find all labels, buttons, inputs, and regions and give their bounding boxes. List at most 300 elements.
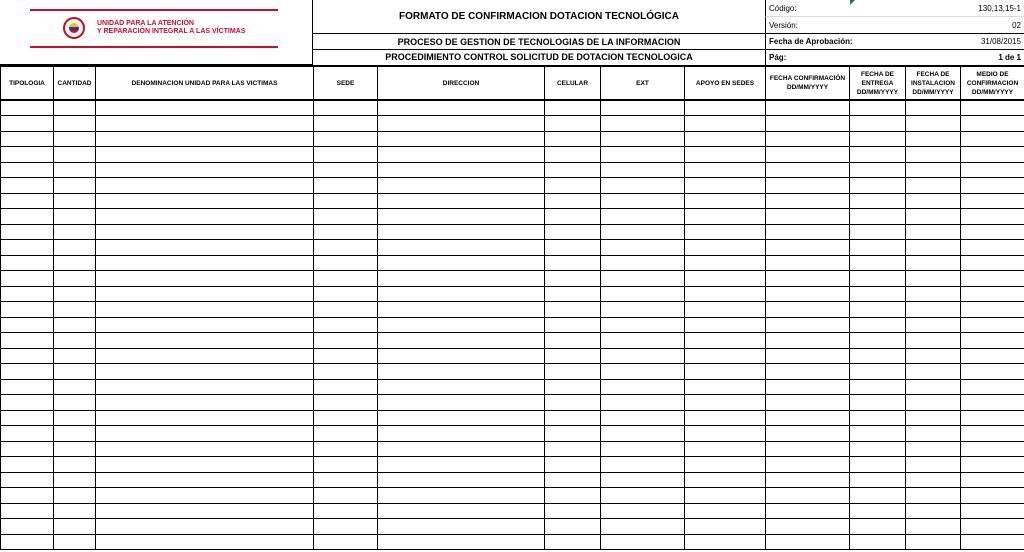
table-cell[interactable]	[601, 286, 685, 302]
table-cell[interactable]	[314, 410, 378, 426]
table-cell[interactable]	[54, 441, 96, 457]
table-cell[interactable]	[601, 395, 685, 411]
table-cell[interactable]	[850, 534, 906, 550]
table-cell[interactable]	[96, 457, 314, 473]
table-cell[interactable]	[1, 503, 54, 519]
table-cell[interactable]	[54, 534, 96, 550]
table-cell[interactable]	[906, 209, 961, 225]
table-cell[interactable]	[96, 472, 314, 488]
col-medio-confirmacion[interactable]	[961, 66, 1024, 100]
table-cell[interactable]	[685, 162, 766, 178]
table-cell[interactable]	[54, 100, 96, 116]
table-cell[interactable]	[1, 534, 54, 550]
table-cell[interactable]	[906, 364, 961, 380]
table-cell[interactable]	[545, 271, 601, 287]
table-cell[interactable]	[906, 503, 961, 519]
table-cell[interactable]	[1, 240, 54, 256]
table-cell[interactable]	[96, 364, 314, 380]
table-cell[interactable]	[545, 379, 601, 395]
table-cell[interactable]	[850, 395, 906, 411]
table-cell[interactable]	[961, 503, 1024, 519]
table-cell[interactable]	[766, 178, 850, 194]
table-cell[interactable]	[601, 441, 685, 457]
table-cell[interactable]	[906, 426, 961, 442]
table-cell[interactable]	[766, 472, 850, 488]
table-cell[interactable]	[850, 255, 906, 271]
table-cell[interactable]	[378, 364, 545, 380]
table-cell[interactable]	[378, 131, 545, 147]
table-cell[interactable]	[766, 116, 850, 132]
table-cell[interactable]	[54, 224, 96, 240]
table-cell[interactable]	[378, 286, 545, 302]
table-cell[interactable]	[766, 379, 850, 395]
table-cell[interactable]	[601, 302, 685, 318]
table-cell[interactable]	[906, 193, 961, 209]
table-cell[interactable]	[906, 395, 961, 411]
table-cell[interactable]	[906, 302, 961, 318]
table-cell[interactable]	[545, 410, 601, 426]
table-cell[interactable]	[601, 255, 685, 271]
table-cell[interactable]	[766, 162, 850, 178]
table-cell[interactable]	[96, 488, 314, 504]
table-cell[interactable]	[1, 255, 54, 271]
table-cell[interactable]	[1, 131, 54, 147]
table-cell[interactable]	[601, 100, 685, 116]
table-cell[interactable]	[378, 240, 545, 256]
table-cell[interactable]	[961, 100, 1024, 116]
table-cell[interactable]	[54, 240, 96, 256]
table-cell[interactable]	[314, 333, 378, 349]
table-cell[interactable]	[54, 317, 96, 333]
table-cell[interactable]	[96, 426, 314, 442]
table-cell[interactable]	[766, 410, 850, 426]
table-cell[interactable]	[545, 240, 601, 256]
table-cell[interactable]	[54, 162, 96, 178]
table-cell[interactable]	[96, 255, 314, 271]
table-cell[interactable]	[314, 131, 378, 147]
table-cell[interactable]	[314, 286, 378, 302]
table-cell[interactable]	[601, 364, 685, 380]
table-cell[interactable]	[766, 348, 850, 364]
table-cell[interactable]	[96, 302, 314, 318]
table-cell[interactable]	[766, 534, 850, 550]
table-cell[interactable]	[766, 395, 850, 411]
table-cell[interactable]	[850, 131, 906, 147]
table-cell[interactable]	[96, 348, 314, 364]
table-cell[interactable]	[545, 364, 601, 380]
table-cell[interactable]	[906, 333, 961, 349]
table-cell[interactable]	[378, 457, 545, 473]
table-cell[interactable]	[314, 364, 378, 380]
table-cell[interactable]	[766, 271, 850, 287]
col-fecha-instalacion[interactable]	[906, 66, 961, 100]
table-cell[interactable]	[545, 457, 601, 473]
table-cell[interactable]	[545, 503, 601, 519]
table-cell[interactable]	[961, 131, 1024, 147]
table-cell[interactable]	[314, 240, 378, 256]
table-cell[interactable]	[378, 472, 545, 488]
table-cell[interactable]	[601, 472, 685, 488]
table-cell[interactable]	[545, 426, 601, 442]
table-cell[interactable]	[378, 503, 545, 519]
table-cell[interactable]	[314, 162, 378, 178]
table-cell[interactable]	[906, 317, 961, 333]
table-cell[interactable]	[545, 286, 601, 302]
table-cell[interactable]	[685, 426, 766, 442]
table-cell[interactable]	[961, 240, 1024, 256]
table-cell[interactable]	[54, 286, 96, 302]
table-cell[interactable]	[906, 116, 961, 132]
table-cell[interactable]	[601, 426, 685, 442]
table-cell[interactable]	[766, 457, 850, 473]
table-cell[interactable]	[601, 116, 685, 132]
table-cell[interactable]	[906, 224, 961, 240]
table-cell[interactable]	[545, 116, 601, 132]
table-cell[interactable]	[1, 147, 54, 163]
table-cell[interactable]	[314, 472, 378, 488]
table-cell[interactable]	[766, 364, 850, 380]
table-cell[interactable]	[54, 178, 96, 194]
table-cell[interactable]	[850, 410, 906, 426]
table-cell[interactable]	[685, 348, 766, 364]
table-cell[interactable]	[906, 410, 961, 426]
table-cell[interactable]	[850, 302, 906, 318]
table-cell[interactable]	[1, 410, 54, 426]
table-cell[interactable]	[766, 209, 850, 225]
table-cell[interactable]	[96, 224, 314, 240]
table-cell[interactable]	[54, 410, 96, 426]
table-cell[interactable]	[314, 302, 378, 318]
table-cell[interactable]	[766, 240, 850, 256]
table-cell[interactable]	[961, 519, 1024, 535]
table-cell[interactable]	[906, 488, 961, 504]
table-cell[interactable]	[1, 224, 54, 240]
table-cell[interactable]	[906, 441, 961, 457]
table-cell[interactable]	[961, 178, 1024, 194]
table-cell[interactable]	[685, 178, 766, 194]
col-sede[interactable]	[314, 66, 378, 100]
table-cell[interactable]	[961, 472, 1024, 488]
table-cell[interactable]	[545, 488, 601, 504]
table-cell[interactable]	[850, 441, 906, 457]
table-cell[interactable]	[961, 488, 1024, 504]
table-cell[interactable]	[906, 271, 961, 287]
table-cell[interactable]	[314, 147, 378, 163]
table-cell[interactable]	[766, 519, 850, 535]
table-cell[interactable]	[601, 271, 685, 287]
table-cell[interactable]	[314, 178, 378, 194]
table-cell[interactable]	[314, 534, 378, 550]
table-cell[interactable]	[906, 147, 961, 163]
table-cell[interactable]	[378, 379, 545, 395]
table-cell[interactable]	[96, 271, 314, 287]
table-cell[interactable]	[601, 519, 685, 535]
table-cell[interactable]	[378, 395, 545, 411]
table-cell[interactable]	[766, 441, 850, 457]
table-cell[interactable]	[96, 395, 314, 411]
col-fecha-entrega[interactable]	[850, 66, 906, 100]
table-cell[interactable]	[378, 488, 545, 504]
table-cell[interactable]	[1, 395, 54, 411]
table-cell[interactable]	[96, 503, 314, 519]
table-cell[interactable]	[685, 271, 766, 287]
table-cell[interactable]	[850, 178, 906, 194]
table-cell[interactable]	[685, 240, 766, 256]
table-cell[interactable]	[685, 286, 766, 302]
table-cell[interactable]	[961, 534, 1024, 550]
table-cell[interactable]	[1, 100, 54, 116]
table-cell[interactable]	[906, 534, 961, 550]
meta-codigo[interactable]	[765, 0, 1024, 17]
table-cell[interactable]	[314, 100, 378, 116]
table-cell[interactable]	[96, 147, 314, 163]
col-tipologia[interactable]	[1, 66, 54, 100]
table-cell[interactable]	[961, 379, 1024, 395]
table-cell[interactable]	[96, 317, 314, 333]
table-cell[interactable]	[54, 503, 96, 519]
table-cell[interactable]	[545, 178, 601, 194]
table-cell[interactable]	[314, 193, 378, 209]
table-cell[interactable]	[601, 348, 685, 364]
table-cell[interactable]	[54, 426, 96, 442]
table-cell[interactable]	[545, 224, 601, 240]
table-cell[interactable]	[1, 379, 54, 395]
table-cell[interactable]	[906, 131, 961, 147]
table-cell[interactable]	[545, 255, 601, 271]
table-cell[interactable]	[54, 472, 96, 488]
table-cell[interactable]	[378, 410, 545, 426]
table-cell[interactable]	[766, 302, 850, 318]
table-cell[interactable]	[96, 410, 314, 426]
table-cell[interactable]	[378, 147, 545, 163]
table-cell[interactable]	[1, 441, 54, 457]
table-cell[interactable]	[54, 255, 96, 271]
table-cell[interactable]	[54, 147, 96, 163]
table-cell[interactable]	[314, 519, 378, 535]
table-cell[interactable]	[54, 193, 96, 209]
table-cell[interactable]	[96, 333, 314, 349]
table-cell[interactable]	[378, 333, 545, 349]
table-cell[interactable]	[850, 224, 906, 240]
table-cell[interactable]	[601, 457, 685, 473]
table-cell[interactable]	[314, 224, 378, 240]
table-cell[interactable]	[906, 472, 961, 488]
table-cell[interactable]	[96, 178, 314, 194]
table-cell[interactable]	[54, 348, 96, 364]
table-cell[interactable]	[850, 100, 906, 116]
table-cell[interactable]	[766, 426, 850, 442]
table-cell[interactable]	[314, 503, 378, 519]
table-cell[interactable]	[378, 116, 545, 132]
table-cell[interactable]	[906, 178, 961, 194]
col-apoyo-sedes[interactable]	[685, 66, 766, 100]
table-cell[interactable]	[685, 317, 766, 333]
table-cell[interactable]	[1, 348, 54, 364]
table-cell[interactable]	[906, 348, 961, 364]
table-cell[interactable]	[1, 193, 54, 209]
table-cell[interactable]	[766, 503, 850, 519]
table-cell[interactable]	[850, 426, 906, 442]
table-cell[interactable]	[1, 457, 54, 473]
table-cell[interactable]	[96, 131, 314, 147]
table-cell[interactable]	[545, 348, 601, 364]
table-cell[interactable]	[545, 519, 601, 535]
table-cell[interactable]	[850, 209, 906, 225]
table-cell[interactable]	[961, 317, 1024, 333]
table-cell[interactable]	[685, 472, 766, 488]
table-cell[interactable]	[685, 364, 766, 380]
table-cell[interactable]	[378, 162, 545, 178]
table-cell[interactable]	[378, 178, 545, 194]
table-cell[interactable]	[850, 317, 906, 333]
table-cell[interactable]	[1, 472, 54, 488]
table-cell[interactable]	[96, 379, 314, 395]
table-cell[interactable]	[685, 441, 766, 457]
meta-fecha-aprobacion[interactable]	[765, 34, 1024, 50]
table-cell[interactable]	[545, 472, 601, 488]
table-cell[interactable]	[961, 395, 1024, 411]
table-cell[interactable]	[685, 488, 766, 504]
table-cell[interactable]	[961, 286, 1024, 302]
table-cell[interactable]	[378, 348, 545, 364]
table-cell[interactable]	[601, 379, 685, 395]
table-cell[interactable]	[54, 519, 96, 535]
table-cell[interactable]	[314, 488, 378, 504]
table-cell[interactable]	[685, 131, 766, 147]
table-cell[interactable]	[961, 426, 1024, 442]
table-cell[interactable]	[961, 162, 1024, 178]
table-cell[interactable]	[685, 534, 766, 550]
table-cell[interactable]	[601, 193, 685, 209]
table-cell[interactable]	[766, 255, 850, 271]
table-cell[interactable]	[685, 395, 766, 411]
table-cell[interactable]	[906, 240, 961, 256]
table-cell[interactable]	[601, 209, 685, 225]
table-cell[interactable]	[685, 333, 766, 349]
table-cell[interactable]	[54, 271, 96, 287]
table-cell[interactable]	[1, 286, 54, 302]
table-cell[interactable]	[906, 100, 961, 116]
table-cell[interactable]	[378, 519, 545, 535]
table-cell[interactable]	[601, 503, 685, 519]
table-cell[interactable]	[96, 286, 314, 302]
table-cell[interactable]	[601, 534, 685, 550]
table-cell[interactable]	[850, 162, 906, 178]
table-cell[interactable]	[766, 488, 850, 504]
table-cell[interactable]	[850, 193, 906, 209]
table-cell[interactable]	[1, 178, 54, 194]
table-cell[interactable]	[96, 441, 314, 457]
table-cell[interactable]	[96, 193, 314, 209]
table-cell[interactable]	[685, 457, 766, 473]
table-cell[interactable]	[54, 116, 96, 132]
table-cell[interactable]	[1, 209, 54, 225]
table-cell[interactable]	[96, 100, 314, 116]
table-cell[interactable]	[850, 348, 906, 364]
table-cell[interactable]	[314, 116, 378, 132]
table-cell[interactable]	[601, 224, 685, 240]
table-cell[interactable]	[54, 131, 96, 147]
table-cell[interactable]	[961, 116, 1024, 132]
table-cell[interactable]	[850, 333, 906, 349]
table-cell[interactable]	[96, 519, 314, 535]
table-cell[interactable]	[685, 224, 766, 240]
table-cell[interactable]	[54, 379, 96, 395]
table-cell[interactable]	[906, 162, 961, 178]
table-cell[interactable]	[378, 100, 545, 116]
table-cell[interactable]	[961, 457, 1024, 473]
table-cell[interactable]	[1, 271, 54, 287]
table-cell[interactable]	[96, 116, 314, 132]
table-cell[interactable]	[850, 147, 906, 163]
table-cell[interactable]	[766, 100, 850, 116]
table-cell[interactable]	[685, 100, 766, 116]
table-cell[interactable]	[1, 317, 54, 333]
table-cell[interactable]	[601, 410, 685, 426]
table-cell[interactable]	[54, 209, 96, 225]
table-cell[interactable]	[850, 472, 906, 488]
table-cell[interactable]	[961, 333, 1024, 349]
table-cell[interactable]	[314, 317, 378, 333]
table-cell[interactable]	[766, 193, 850, 209]
table-cell[interactable]	[601, 240, 685, 256]
table-cell[interactable]	[314, 441, 378, 457]
table-cell[interactable]	[378, 441, 545, 457]
table-cell[interactable]	[601, 488, 685, 504]
table-cell[interactable]	[378, 271, 545, 287]
table-cell[interactable]	[545, 100, 601, 116]
table-cell[interactable]	[314, 255, 378, 271]
table-cell[interactable]	[54, 488, 96, 504]
table-cell[interactable]	[766, 147, 850, 163]
table-cell[interactable]	[850, 503, 906, 519]
table-cell[interactable]	[766, 131, 850, 147]
table-cell[interactable]	[314, 348, 378, 364]
table-cell[interactable]	[54, 364, 96, 380]
table-cell[interactable]	[685, 193, 766, 209]
table-cell[interactable]	[685, 379, 766, 395]
table-cell[interactable]	[378, 302, 545, 318]
table-cell[interactable]	[378, 255, 545, 271]
table-cell[interactable]	[378, 534, 545, 550]
table-cell[interactable]	[314, 271, 378, 287]
table-cell[interactable]	[961, 410, 1024, 426]
table-cell[interactable]	[601, 147, 685, 163]
table-cell[interactable]	[545, 441, 601, 457]
table-cell[interactable]	[601, 333, 685, 349]
table-cell[interactable]	[766, 286, 850, 302]
table-cell[interactable]	[1, 333, 54, 349]
table-cell[interactable]	[96, 534, 314, 550]
table-cell[interactable]	[378, 193, 545, 209]
table-cell[interactable]	[1, 302, 54, 318]
col-cantidad[interactable]	[54, 66, 96, 100]
table-cell[interactable]	[545, 317, 601, 333]
table-cell[interactable]	[1, 162, 54, 178]
col-direccion[interactable]	[378, 66, 545, 100]
table-cell[interactable]	[961, 348, 1024, 364]
table-cell[interactable]	[850, 240, 906, 256]
table-cell[interactable]	[685, 302, 766, 318]
table-cell[interactable]	[96, 240, 314, 256]
col-denominacion[interactable]	[96, 66, 314, 100]
table-cell[interactable]	[314, 395, 378, 411]
table-cell[interactable]	[545, 193, 601, 209]
table-cell[interactable]	[545, 131, 601, 147]
table-cell[interactable]	[685, 255, 766, 271]
table-cell[interactable]	[685, 503, 766, 519]
table-cell[interactable]	[545, 162, 601, 178]
